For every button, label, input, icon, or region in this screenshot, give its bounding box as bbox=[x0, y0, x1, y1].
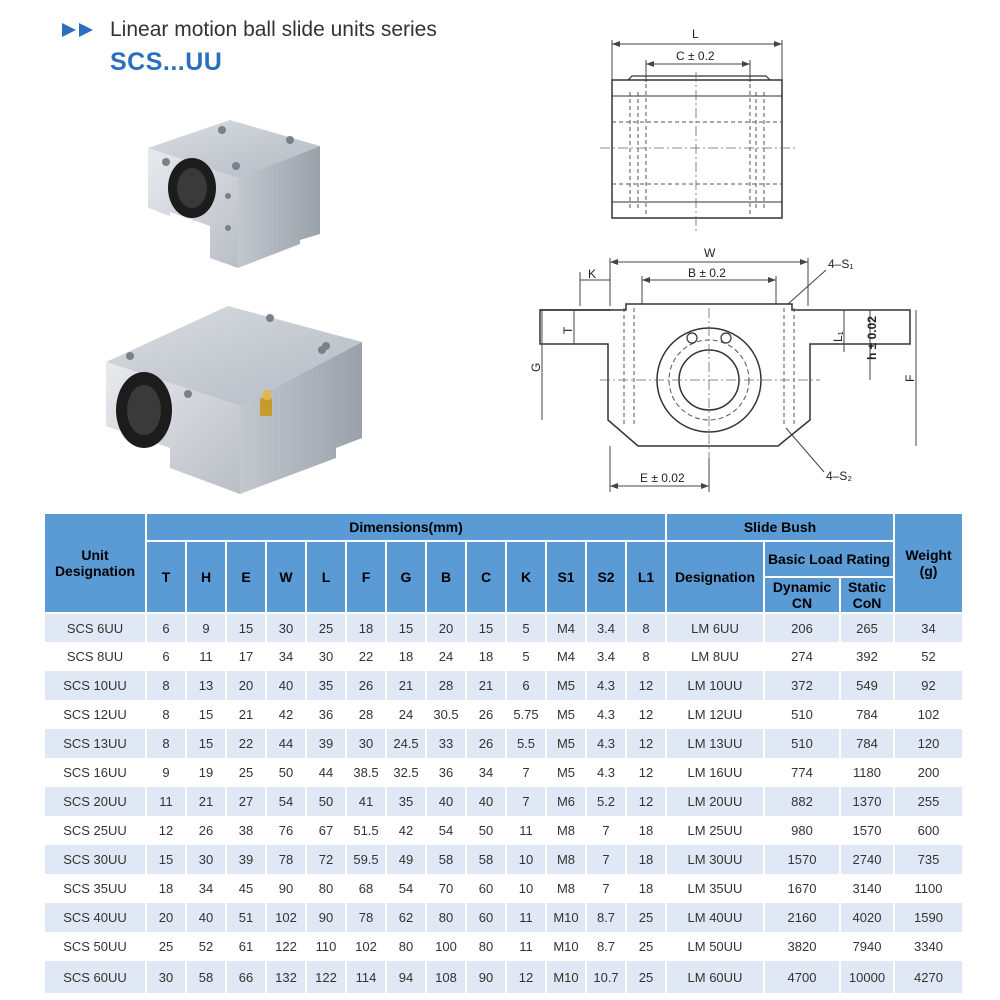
table-cell: 5.2 bbox=[586, 787, 626, 816]
table-cell: SCS 25UU bbox=[44, 816, 146, 845]
table-cell: 30 bbox=[346, 729, 386, 758]
table-row bbox=[44, 816, 963, 845]
table-cell: 26 bbox=[346, 671, 386, 700]
double-arrow-icon bbox=[62, 22, 98, 38]
short-slide-unit-photo bbox=[140, 108, 340, 278]
table-cell: 18 bbox=[466, 642, 506, 671]
table-cell: 42 bbox=[386, 816, 426, 845]
table-cell: 600 bbox=[894, 816, 963, 845]
table-cell: 18 bbox=[386, 642, 426, 671]
table-cell: 4270 bbox=[894, 961, 963, 993]
table-cell: 100 bbox=[426, 932, 466, 961]
table-body bbox=[44, 613, 963, 993]
table-cell: 4.3 bbox=[586, 700, 626, 729]
table-cell: 24 bbox=[386, 700, 426, 729]
header-col-l1: L1 bbox=[626, 541, 666, 613]
header-slide-bush: Slide Bush bbox=[666, 513, 894, 541]
table-cell: 12 bbox=[626, 729, 666, 758]
dim-label-h: h ± 0.02 bbox=[865, 316, 879, 360]
table-cell: 1370 bbox=[840, 787, 894, 816]
table-cell: 22 bbox=[226, 729, 266, 758]
table-cell: M5 bbox=[546, 758, 586, 787]
table-cell: 108 bbox=[426, 961, 466, 993]
table-cell: 1590 bbox=[894, 903, 963, 932]
table-cell: 132 bbox=[266, 961, 306, 993]
table-cell: 510 bbox=[764, 729, 840, 758]
header-col-l: L bbox=[306, 541, 346, 613]
table-cell: 200 bbox=[894, 758, 963, 787]
table-cell: 80 bbox=[306, 874, 346, 903]
header-col-f: F bbox=[346, 541, 386, 613]
table-cell: 15 bbox=[226, 613, 266, 642]
table-cell: 2740 bbox=[840, 845, 894, 874]
table-cell: 4.3 bbox=[586, 758, 626, 787]
table-cell: 33 bbox=[426, 729, 466, 758]
table-cell: LM 40UU bbox=[666, 903, 764, 932]
table-cell: 7 bbox=[586, 874, 626, 903]
header-weight: Weight (g) bbox=[894, 513, 963, 613]
table-cell: 58 bbox=[466, 845, 506, 874]
table-cell: LM 35UU bbox=[666, 874, 764, 903]
table-cell: SCS 12UU bbox=[44, 700, 146, 729]
table-cell: 10 bbox=[506, 874, 546, 903]
table-cell: SCS 10UU bbox=[44, 671, 146, 700]
table-cell: 120 bbox=[894, 729, 963, 758]
table-cell: 90 bbox=[306, 903, 346, 932]
table-cell: 72 bbox=[306, 845, 346, 874]
table-cell: 30 bbox=[306, 642, 346, 671]
table-cell: 30.5 bbox=[426, 700, 466, 729]
table-cell: 4.3 bbox=[586, 729, 626, 758]
table-cell: M6 bbox=[546, 787, 586, 816]
table-cell: 62 bbox=[386, 903, 426, 932]
header-col-w: W bbox=[266, 541, 306, 613]
table-cell: 11 bbox=[186, 642, 226, 671]
table-cell: 18 bbox=[146, 874, 186, 903]
table-cell: 41 bbox=[346, 787, 386, 816]
header-col-s1: S1 bbox=[546, 541, 586, 613]
table-cell: 38 bbox=[226, 816, 266, 845]
table-row bbox=[44, 671, 963, 700]
table-cell: 58 bbox=[186, 961, 226, 993]
table-cell: SCS 16UU bbox=[44, 758, 146, 787]
table-cell: 94 bbox=[386, 961, 426, 993]
header-basic-load-rating: Basic Load Rating bbox=[764, 541, 894, 577]
table-cell: 11 bbox=[146, 787, 186, 816]
dim-label-g: G bbox=[529, 362, 543, 372]
table-cell: 80 bbox=[466, 932, 506, 961]
table-cell: 18 bbox=[626, 816, 666, 845]
table-cell: 8 bbox=[626, 613, 666, 642]
table-cell: 15 bbox=[386, 613, 426, 642]
table-cell: 13 bbox=[186, 671, 226, 700]
table-cell: 9 bbox=[146, 758, 186, 787]
table-cell: 30 bbox=[266, 613, 306, 642]
header-col-h: H bbox=[186, 541, 226, 613]
table-cell: 372 bbox=[764, 671, 840, 700]
table-cell: 22 bbox=[346, 642, 386, 671]
table-cell: 102 bbox=[266, 903, 306, 932]
table-cell: M8 bbox=[546, 874, 586, 903]
header-col-e: E bbox=[226, 541, 266, 613]
table-row bbox=[44, 613, 963, 642]
table-cell: 61 bbox=[226, 932, 266, 961]
table-cell: 34 bbox=[466, 758, 506, 787]
table-cell: 59.5 bbox=[346, 845, 386, 874]
table-cell: 78 bbox=[266, 845, 306, 874]
table-cell: 38.5 bbox=[346, 758, 386, 787]
table-cell: 25 bbox=[146, 932, 186, 961]
table-cell: 60 bbox=[466, 903, 506, 932]
table-cell: 206 bbox=[764, 613, 840, 642]
table-cell: M10 bbox=[546, 903, 586, 932]
table-cell: M8 bbox=[546, 845, 586, 874]
table-cell: 20 bbox=[426, 613, 466, 642]
table-cell: 18 bbox=[626, 845, 666, 874]
table-cell: 15 bbox=[146, 845, 186, 874]
table-cell: 4700 bbox=[764, 961, 840, 993]
table-cell: 10 bbox=[506, 845, 546, 874]
table-cell: 36 bbox=[306, 700, 346, 729]
table-cell: 3820 bbox=[764, 932, 840, 961]
table-cell: M10 bbox=[546, 961, 586, 993]
table-cell: 20 bbox=[146, 903, 186, 932]
table-cell: SCS 8UU bbox=[44, 642, 146, 671]
table-cell: 11 bbox=[506, 932, 546, 961]
table-cell: 44 bbox=[266, 729, 306, 758]
table-cell: SCS 30UU bbox=[44, 845, 146, 874]
table-cell: 40 bbox=[426, 787, 466, 816]
table-cell: 7 bbox=[506, 787, 546, 816]
table-cell: M5 bbox=[546, 671, 586, 700]
table-cell: 25 bbox=[306, 613, 346, 642]
table-cell: 882 bbox=[764, 787, 840, 816]
table-cell: 50 bbox=[266, 758, 306, 787]
header-col-g: G bbox=[386, 541, 426, 613]
table-cell: 78 bbox=[346, 903, 386, 932]
table-cell: 44 bbox=[306, 758, 346, 787]
table-cell: 10.7 bbox=[586, 961, 626, 993]
table-cell: 54 bbox=[266, 787, 306, 816]
header-bush-designation: Designation bbox=[666, 541, 764, 613]
long-slide-unit-photo bbox=[100, 298, 370, 498]
table-row bbox=[44, 903, 963, 932]
table-cell: 49 bbox=[386, 845, 426, 874]
table-cell: 735 bbox=[894, 845, 963, 874]
table-cell: 40 bbox=[186, 903, 226, 932]
table-cell: 4.3 bbox=[586, 671, 626, 700]
table-cell: 3140 bbox=[840, 874, 894, 903]
table-cell: 6 bbox=[146, 613, 186, 642]
table-row bbox=[44, 845, 963, 874]
table-cell: 40 bbox=[466, 787, 506, 816]
table-cell: 21 bbox=[226, 700, 266, 729]
table-cell: 25 bbox=[626, 903, 666, 932]
table-cell: 7 bbox=[586, 816, 626, 845]
dim-label-c: C ± 0.2 bbox=[676, 49, 715, 63]
table-cell: LM 25UU bbox=[666, 816, 764, 845]
table-cell: M4 bbox=[546, 613, 586, 642]
table-cell: 8.7 bbox=[586, 903, 626, 932]
table-cell: M4 bbox=[546, 642, 586, 671]
table-cell: 6 bbox=[146, 642, 186, 671]
dim-label-s1: 4–S₁ bbox=[828, 257, 854, 271]
table-cell: 39 bbox=[306, 729, 346, 758]
table-cell: LM 16UU bbox=[666, 758, 764, 787]
table-cell: 26 bbox=[466, 700, 506, 729]
table-cell: M5 bbox=[546, 729, 586, 758]
table-cell: 8 bbox=[146, 671, 186, 700]
table-cell: M10 bbox=[546, 932, 586, 961]
table-cell: 12 bbox=[626, 787, 666, 816]
table-row bbox=[44, 642, 963, 671]
table-cell: 76 bbox=[266, 816, 306, 845]
table-cell: 28 bbox=[426, 671, 466, 700]
table-cell: 122 bbox=[266, 932, 306, 961]
table-cell: 35 bbox=[306, 671, 346, 700]
top-view-drawing bbox=[600, 22, 800, 242]
table-cell: 5.5 bbox=[506, 729, 546, 758]
header-col-t: T bbox=[146, 541, 186, 613]
table-cell: 27 bbox=[226, 787, 266, 816]
dim-label-b: B ± 0.2 bbox=[688, 266, 726, 280]
table-cell: 34 bbox=[186, 874, 226, 903]
table-cell: LM 8UU bbox=[666, 642, 764, 671]
table-cell: 50 bbox=[466, 816, 506, 845]
header-col-s2: S2 bbox=[586, 541, 626, 613]
table-cell: SCS 13UU bbox=[44, 729, 146, 758]
table-cell: 18 bbox=[346, 613, 386, 642]
dim-label-w: W bbox=[704, 248, 716, 260]
dim-label-k: K bbox=[588, 267, 597, 281]
table-cell: 3.4 bbox=[586, 642, 626, 671]
table-cell: 45 bbox=[226, 874, 266, 903]
table-row bbox=[44, 932, 963, 961]
table-cell: 4020 bbox=[840, 903, 894, 932]
header-col-b: B bbox=[426, 541, 466, 613]
table-cell: 8 bbox=[146, 729, 186, 758]
table-cell: 54 bbox=[386, 874, 426, 903]
table-cell: 15 bbox=[186, 700, 226, 729]
dim-label-e: E ± 0.02 bbox=[640, 471, 685, 485]
specification-table bbox=[43, 512, 964, 993]
table-cell: 12 bbox=[146, 816, 186, 845]
table-cell: 12 bbox=[626, 700, 666, 729]
table-cell: 12 bbox=[506, 961, 546, 993]
table-cell: 5.75 bbox=[506, 700, 546, 729]
table-cell: M8 bbox=[546, 816, 586, 845]
header-unit-designation: Unit Designation bbox=[44, 513, 146, 613]
table-cell: SCS 60UU bbox=[44, 961, 146, 993]
series-title: Linear motion ball slide units series bbox=[110, 18, 437, 41]
table-row bbox=[44, 874, 963, 903]
table-cell: 11 bbox=[506, 816, 546, 845]
table-cell: LM 6UU bbox=[666, 613, 764, 642]
table-cell: 26 bbox=[466, 729, 506, 758]
table-cell: 24 bbox=[426, 642, 466, 671]
table-row bbox=[44, 758, 963, 787]
table-cell: LM 50UU bbox=[666, 932, 764, 961]
header-dynamic: Dynamic CN bbox=[764, 577, 840, 613]
table-cell: 21 bbox=[386, 671, 426, 700]
table-cell: SCS 20UU bbox=[44, 787, 146, 816]
table-cell: SCS 50UU bbox=[44, 932, 146, 961]
table-cell: 9 bbox=[186, 613, 226, 642]
table-cell: 5 bbox=[506, 613, 546, 642]
table-cell: 2160 bbox=[764, 903, 840, 932]
table-cell: 15 bbox=[466, 613, 506, 642]
table-cell: 42 bbox=[266, 700, 306, 729]
table-cell: 8.7 bbox=[586, 932, 626, 961]
table-cell: 90 bbox=[266, 874, 306, 903]
table-cell: 1570 bbox=[840, 816, 894, 845]
table-cell: 784 bbox=[840, 700, 894, 729]
table-cell: 30 bbox=[186, 845, 226, 874]
table-cell: 68 bbox=[346, 874, 386, 903]
dim-label-l1: L₁ bbox=[831, 331, 845, 342]
table-cell: 122 bbox=[306, 961, 346, 993]
dim-label-f: F bbox=[903, 374, 917, 382]
table-cell: 102 bbox=[346, 932, 386, 961]
table-cell: 11 bbox=[506, 903, 546, 932]
table-cell: 17 bbox=[226, 642, 266, 671]
table-cell: 274 bbox=[764, 642, 840, 671]
table-cell: 92 bbox=[894, 671, 963, 700]
series-code: SCS...UU bbox=[110, 48, 223, 76]
table-cell: 70 bbox=[426, 874, 466, 903]
table-cell: 52 bbox=[186, 932, 226, 961]
table-cell: 66 bbox=[226, 961, 266, 993]
table-cell: LM 20UU bbox=[666, 787, 764, 816]
table-cell: 10000 bbox=[840, 961, 894, 993]
table-cell: 110 bbox=[306, 932, 346, 961]
table-cell: 255 bbox=[894, 787, 963, 816]
front-view-drawing bbox=[520, 248, 940, 496]
table-cell: 8 bbox=[146, 700, 186, 729]
table-cell: 51.5 bbox=[346, 816, 386, 845]
table-cell: 12 bbox=[626, 758, 666, 787]
table-cell: 3.4 bbox=[586, 613, 626, 642]
table-cell: 36 bbox=[426, 758, 466, 787]
table-cell: 60 bbox=[466, 874, 506, 903]
table-cell: 80 bbox=[426, 903, 466, 932]
table-cell: 774 bbox=[764, 758, 840, 787]
table-cell: SCS 6UU bbox=[44, 613, 146, 642]
table-cell: 784 bbox=[840, 729, 894, 758]
table-cell: 50 bbox=[306, 787, 346, 816]
table-cell: M5 bbox=[546, 700, 586, 729]
table-cell: 51 bbox=[226, 903, 266, 932]
table-cell: 12 bbox=[626, 671, 666, 700]
table-cell: 26 bbox=[186, 816, 226, 845]
table-cell: 25 bbox=[626, 961, 666, 993]
table-cell: 34 bbox=[266, 642, 306, 671]
table-cell: 19 bbox=[186, 758, 226, 787]
table-cell: 510 bbox=[764, 700, 840, 729]
table-cell: 102 bbox=[894, 700, 963, 729]
table-cell: 7940 bbox=[840, 932, 894, 961]
table-cell: LM 13UU bbox=[666, 729, 764, 758]
table-cell: 114 bbox=[346, 961, 386, 993]
table-cell: LM 30UU bbox=[666, 845, 764, 874]
table-cell: 1180 bbox=[840, 758, 894, 787]
table-cell: LM 10UU bbox=[666, 671, 764, 700]
table-cell: 34 bbox=[894, 613, 963, 642]
table-cell: 52 bbox=[894, 642, 963, 671]
table-cell: 15 bbox=[186, 729, 226, 758]
dim-label-t: T bbox=[561, 326, 575, 334]
table-row bbox=[44, 700, 963, 729]
table-cell: 21 bbox=[186, 787, 226, 816]
table-cell: 32.5 bbox=[386, 758, 426, 787]
table-cell: 7 bbox=[586, 845, 626, 874]
table-cell: 21 bbox=[466, 671, 506, 700]
table-cell: 54 bbox=[426, 816, 466, 845]
table-cell: 18 bbox=[626, 874, 666, 903]
table-cell: 39 bbox=[226, 845, 266, 874]
table-cell: 3340 bbox=[894, 932, 963, 961]
table-row bbox=[44, 729, 963, 758]
table-cell: 980 bbox=[764, 816, 840, 845]
table-cell: 90 bbox=[466, 961, 506, 993]
table-cell: 80 bbox=[386, 932, 426, 961]
table-row bbox=[44, 961, 963, 993]
header-col-c: C bbox=[466, 541, 506, 613]
header-dimensions: Dimensions(mm) bbox=[146, 513, 666, 541]
header-col-k: K bbox=[506, 541, 546, 613]
table-cell: 392 bbox=[840, 642, 894, 671]
table-cell: 7 bbox=[506, 758, 546, 787]
table-cell: 5 bbox=[506, 642, 546, 671]
table-cell: 58 bbox=[426, 845, 466, 874]
table-cell: 35 bbox=[386, 787, 426, 816]
table-cell: 6 bbox=[506, 671, 546, 700]
table-cell: 20 bbox=[226, 671, 266, 700]
table-cell: 25 bbox=[626, 932, 666, 961]
table-cell: LM 12UU bbox=[666, 700, 764, 729]
header-static: Static CoN bbox=[840, 577, 894, 613]
table-cell: 1100 bbox=[894, 874, 963, 903]
dim-label-s2: 4–S₂ bbox=[826, 469, 853, 483]
table-cell: 30 bbox=[146, 961, 186, 993]
table-cell: 1670 bbox=[764, 874, 840, 903]
table-cell: 1570 bbox=[764, 845, 840, 874]
table-cell: 67 bbox=[306, 816, 346, 845]
table-cell: 25 bbox=[226, 758, 266, 787]
table-cell: 8 bbox=[626, 642, 666, 671]
table-cell: SCS 35UU bbox=[44, 874, 146, 903]
table-cell: SCS 40UU bbox=[44, 903, 146, 932]
table-cell: 40 bbox=[266, 671, 306, 700]
table-cell: LM 60UU bbox=[666, 961, 764, 993]
table-cell: 549 bbox=[840, 671, 894, 700]
dim-label-l: L bbox=[692, 27, 699, 41]
table-cell: 24.5 bbox=[386, 729, 426, 758]
table-row bbox=[44, 787, 963, 816]
table-cell: 265 bbox=[840, 613, 894, 642]
table-cell: 28 bbox=[346, 700, 386, 729]
